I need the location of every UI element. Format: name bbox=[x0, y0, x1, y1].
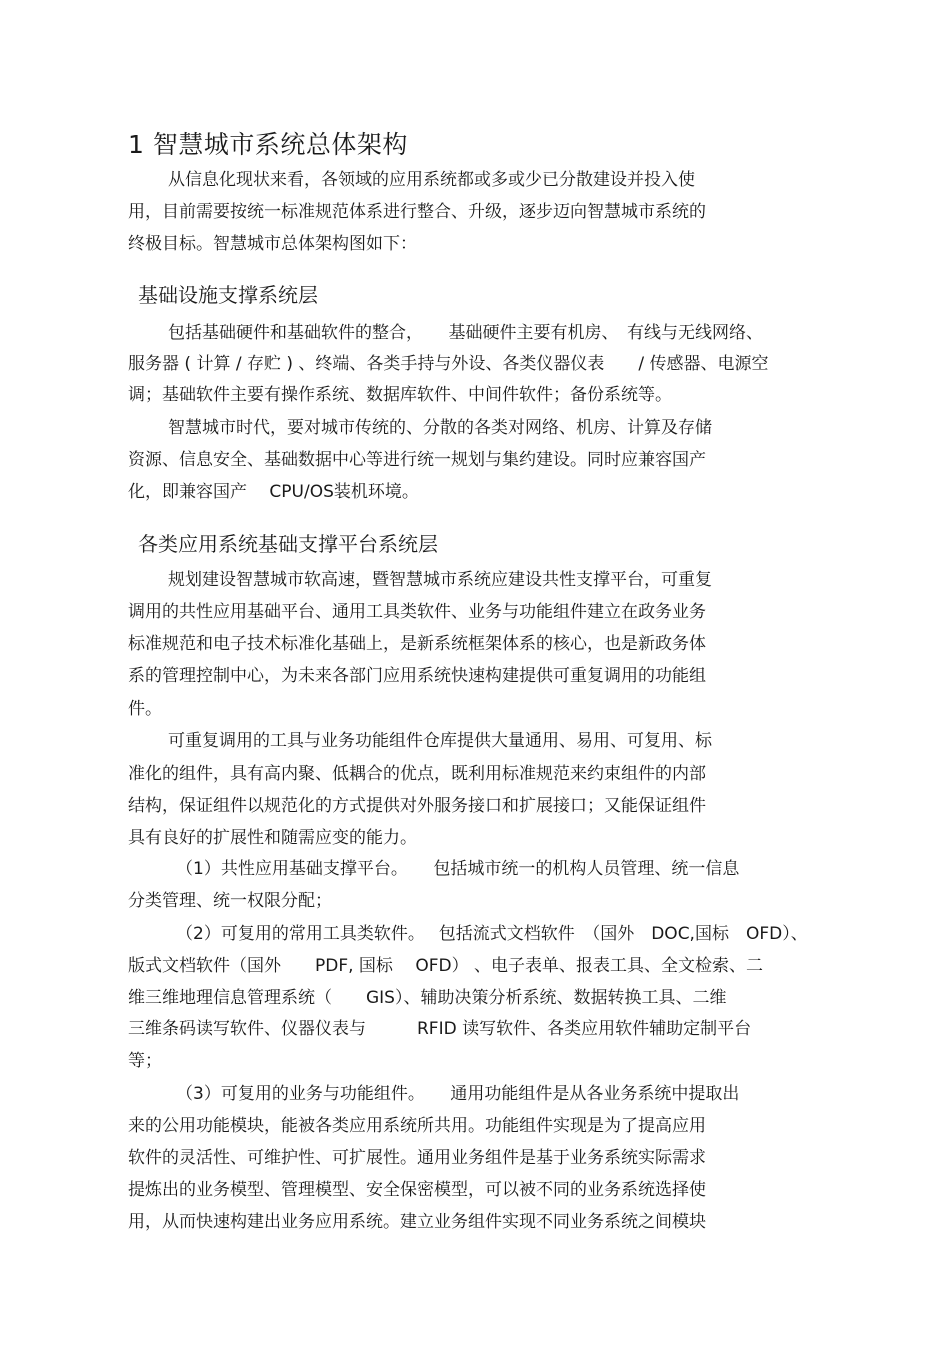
item1-line-1: （1）共性应用基础支撑平台。 包括城市统一的机构人员管理、统一信息 bbox=[176, 859, 740, 879]
intro-line-3: 终极目标。智慧城市总体架构图如下： bbox=[128, 234, 417, 254]
item3-line-3: 软件的灵活性、可维护性、可扩展性。通用业务组件是基于业务系统实际需求 bbox=[128, 1148, 706, 1168]
intro-line-2: 用，目前需要按统一标准规范体系进行整合、升级，逐步迈向智慧城市系统的 bbox=[128, 202, 706, 222]
section2-heading: 各类应用系统基础支撑平台系统层 bbox=[138, 532, 438, 556]
item2-line-1: （2）可复用的常用工具类软件。 包括流式文档软件 （国外 DOC,国标 OFD）、 bbox=[176, 924, 808, 944]
item2-line-2: 版式文档软件（国外 PDF, 国标 OFD） 、电子表单、报表工具、全文检索、二 bbox=[128, 956, 763, 976]
item1-line-2: 分类管理、统一权限分配； bbox=[128, 891, 332, 911]
item2-line-5: 等； bbox=[128, 1051, 162, 1071]
section2-para2-line-3: 结构，保证组件以规范化的方式提供对外服务接口和扩展接口；又能保证组件 bbox=[128, 796, 706, 816]
section1-para2-line-3: 化，即兼容国产 CPU/OS装机环境。 bbox=[128, 482, 419, 502]
section1-heading: 基础设施支撑系统层 bbox=[138, 283, 318, 307]
section2-para1-line-4: 系的管理控制中心，为未来各部门应用系统快速构建提供可重复调用的功能组 bbox=[128, 666, 706, 686]
item2-line-4: 三维条码读写软件、仪器仪表与 RFID 读写软件、各类应用软件辅助定制平台 bbox=[128, 1019, 752, 1039]
item3-line-2: 来的公用功能模块，能被各类应用系统所共用。功能组件实现是为了提高应用 bbox=[128, 1116, 706, 1136]
section2-para1-line-5: 件。 bbox=[128, 699, 162, 719]
section2-para2-line-2: 准化的组件，具有高内聚、低耦合的优点，既利用标准规范来约束组件的内部 bbox=[128, 764, 706, 784]
item3-line-5: 用，从而快速构建出业务应用系统。建立业务组件实现不同业务系统之间模块 bbox=[128, 1212, 706, 1232]
item3-line-1: （3）可复用的业务与功能组件。 通用功能组件是从各业务系统中提取出 bbox=[176, 1084, 740, 1104]
section1-para2-line-1: 智慧城市时代，要对城市传统的、分散的各类对网络、机房、计算及存储 bbox=[168, 418, 712, 438]
section2-para1-line-3: 标准规范和电子技术标准化基础上，是新系统框架体系的核心，也是新政务体 bbox=[128, 634, 706, 654]
item2-line-3: 维三维地理信息管理系统（ GIS）、辅助决策分析系统、数据转换工具、二维 bbox=[128, 988, 727, 1008]
item3-line-4: 提炼出的业务模型、管理模型、安全保密模型，可以被不同的业务系统选择使 bbox=[128, 1180, 706, 1200]
section2-para1-line-2: 调用的共性应用基础平台、通用工具类软件、业务与功能组件建立在政务业务 bbox=[128, 602, 706, 622]
section1-para2-line-2: 资源、信息安全、基础数据中心等进行统一规划与集约建设。同时应兼容国产 bbox=[128, 450, 706, 470]
section2-para2-line-4: 具有良好的扩展性和随需应变的能力。 bbox=[128, 828, 417, 848]
intro-line-1: 从信息化现状来看，各领域的应用系统都或多或少已分散建设并投入使 bbox=[168, 170, 695, 190]
section2-para1-line-1: 规划建设智慧城市软高速，暨智慧城市系统应建设共性支撑平台，可重复 bbox=[168, 570, 712, 590]
main-heading: 1 智慧城市系统总体架构 bbox=[128, 130, 408, 159]
section2-para2-line-1: 可重复调用的工具与业务功能组件仓库提供大量通用、易用、可复用、标 bbox=[168, 731, 712, 751]
section1-para1-line-3: 调；基础软件主要有操作系统、数据库软件、中间件软件；备份系统等。 bbox=[128, 385, 672, 405]
section1-para1-line-1: 包括基础硬件和基础软件的整合， 基础硬件主要有机房、 有线与无线网络、 bbox=[168, 323, 763, 343]
section1-para1-line-2: 服务器 ( 计算 / 存贮 ) 、终端、各类手持与外设、各类仪器仪表 / 传感器、电源空 bbox=[128, 354, 769, 374]
